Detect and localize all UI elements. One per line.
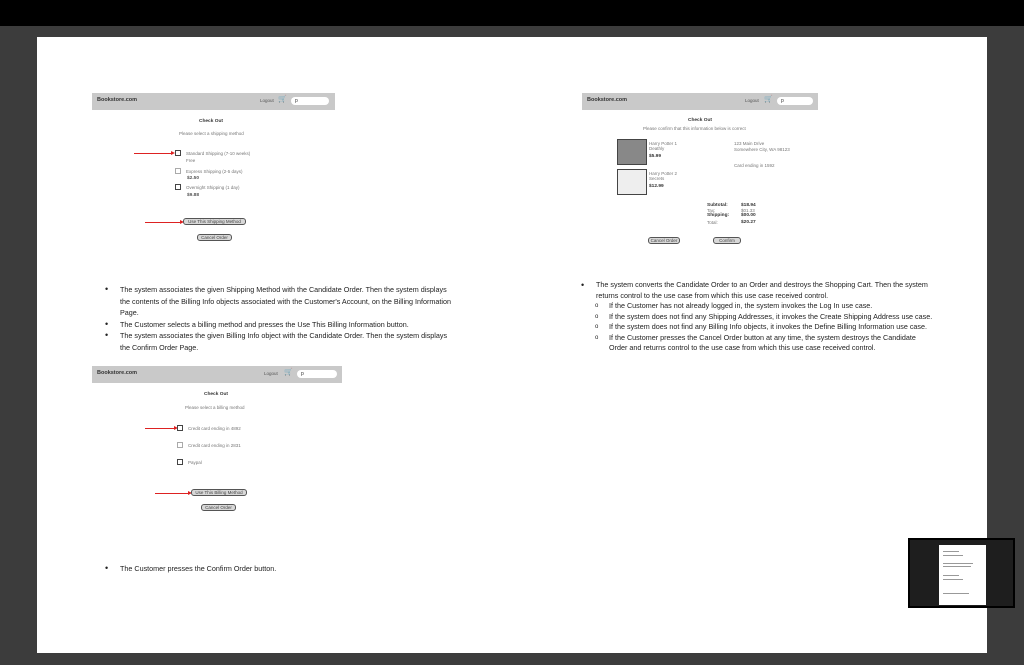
option-label: Overnight Shipping (1 day) [186, 185, 240, 190]
thumb-line [943, 551, 959, 552]
red-arrow [145, 222, 181, 223]
search-input: p [777, 97, 813, 105]
cart-icon: 🛒 [284, 369, 293, 376]
thumb-line [943, 579, 963, 580]
thumb-line [943, 566, 971, 567]
option-label: Credit card ending in 2831 [188, 443, 241, 448]
checkout-title: Check Out [199, 119, 223, 124]
summary-value: $20.27 [741, 220, 756, 225]
mock-confirm-header [582, 93, 818, 110]
summary-label: Shipping: [707, 213, 730, 218]
thumb-line [943, 593, 969, 594]
logout-link: Logout [260, 98, 274, 103]
mock-billing-header [92, 366, 342, 383]
cart-icon: 🛒 [764, 96, 773, 103]
bullet-item: • The Customer presses the Confirm Order button. [105, 563, 455, 575]
logout-link: Logout [264, 371, 278, 376]
checkout-title: Check Out [688, 118, 712, 123]
option-label: Express Shipping (2-5 days) [186, 169, 243, 174]
option-price: $9.88 [187, 193, 200, 198]
page-navigator[interactable] [908, 538, 1015, 608]
search-input: p [297, 370, 337, 378]
brand-label: Bookstore.com [587, 97, 628, 103]
option-label: Paypal [188, 460, 202, 465]
checkout-subtitle: Please confirm that this information below is correct [643, 126, 746, 131]
logout-link: Logout [745, 98, 759, 103]
summary-value: $00.00 [741, 213, 756, 218]
page-thumbnail[interactable] [939, 545, 986, 605]
final-bullet-list [105, 563, 455, 575]
document-page [37, 37, 987, 653]
cancel-order-button: Cancel Order [197, 234, 232, 241]
book-image [617, 139, 647, 165]
use-shipping-button: Use This Shipping Method [183, 218, 246, 225]
bullet-item: • The system associates the given Shipping Method with the Candidate Order. Then the system displays the contents of the Billing Info objects associated with the Customer's Account, on the Billing Information Page. [105, 284, 455, 319]
address-line: Somewhere City, WA 98123 [734, 147, 790, 152]
sub-item: o If the system does not find any Billing Info objects, it invokes the Define Billing Information use case. [581, 322, 933, 333]
confirm-button: Confirm [713, 237, 741, 244]
red-arrow [145, 428, 175, 429]
sub-item: o If the system does not find any Shipping Addresses, it invokes the Create Shipping Address use case. [581, 312, 933, 323]
option-checkbox [175, 150, 181, 156]
item-price: $5.99 [649, 154, 662, 159]
search-input: p [291, 97, 329, 105]
cancel-order-button: Cancel Order [648, 237, 680, 244]
bullet-item: • The Customer selects a billing method and presses the Use This Billing Information button. [105, 319, 455, 331]
cancel-order-button: Cancel Order [201, 504, 236, 511]
summary-label: Total: [707, 220, 718, 225]
red-arrow [134, 153, 172, 154]
use-billing-button: Use This Billing Method [191, 489, 247, 496]
right-bullet-list [581, 280, 933, 354]
address-line: 123 Main Drive [734, 141, 765, 146]
option-checkbox [177, 425, 183, 431]
item-title: Harry Potter 1 Deathly [649, 141, 678, 151]
checkout-subtitle: Please select a shipping method [179, 131, 244, 136]
sub-item: o If the Customer presses the Cancel Order button at any time, the system destroys the Candidate Order and returns control to the use case from which this use case received control. [581, 333, 933, 354]
thumb-line [943, 575, 959, 576]
option-price: Free [186, 158, 196, 163]
checkout-subtitle: Please select a billing method [185, 405, 245, 410]
summary-value: $18.94 [741, 203, 756, 208]
option-checkbox [175, 168, 181, 174]
option-label: Standard Shipping (7-10 weeks) [186, 151, 251, 156]
card-info: Card ending in 1592 [734, 163, 775, 168]
item-price: $12.99 [649, 184, 664, 189]
summary-value: $01.33 [741, 208, 755, 213]
brand-label: Bookstore.com [97, 97, 138, 103]
order-summary [707, 203, 756, 225]
option-label: Credit card ending in 4892 [188, 426, 241, 431]
option-checkbox [177, 459, 183, 465]
left-bullet-list [105, 284, 455, 353]
red-arrow [155, 493, 189, 494]
summary-label: Tax: [707, 208, 716, 213]
sub-item: o If the Customer has not already logged in, the system invokes the Log In use case. [581, 301, 933, 312]
thumb-line [943, 555, 963, 556]
summary-label: Subtotal: [707, 203, 728, 208]
bullet-item: • The system associates the given Billing Info object with the Candidate Order. Then the system displays the Confirm Order Page. [105, 330, 455, 353]
book-image [617, 169, 647, 195]
mock-shipping-header [92, 93, 335, 110]
checkout-title: Check Out [204, 392, 228, 397]
option-price: $2.50 [187, 176, 200, 181]
option-checkbox [177, 442, 183, 448]
bullet-item: • The system converts the Candidate Order to an Order and destroys the Shopping Cart. Then the system returns control to the use case from which this use case received control. [581, 280, 933, 301]
cart-icon: 🛒 [278, 96, 287, 103]
thumb-line [943, 563, 973, 564]
item-title: Harry Potter 2 Secrets [649, 171, 678, 181]
option-checkbox [175, 184, 181, 190]
top-bar [0, 0, 1024, 26]
brand-label: Bookstore.com [97, 370, 138, 376]
